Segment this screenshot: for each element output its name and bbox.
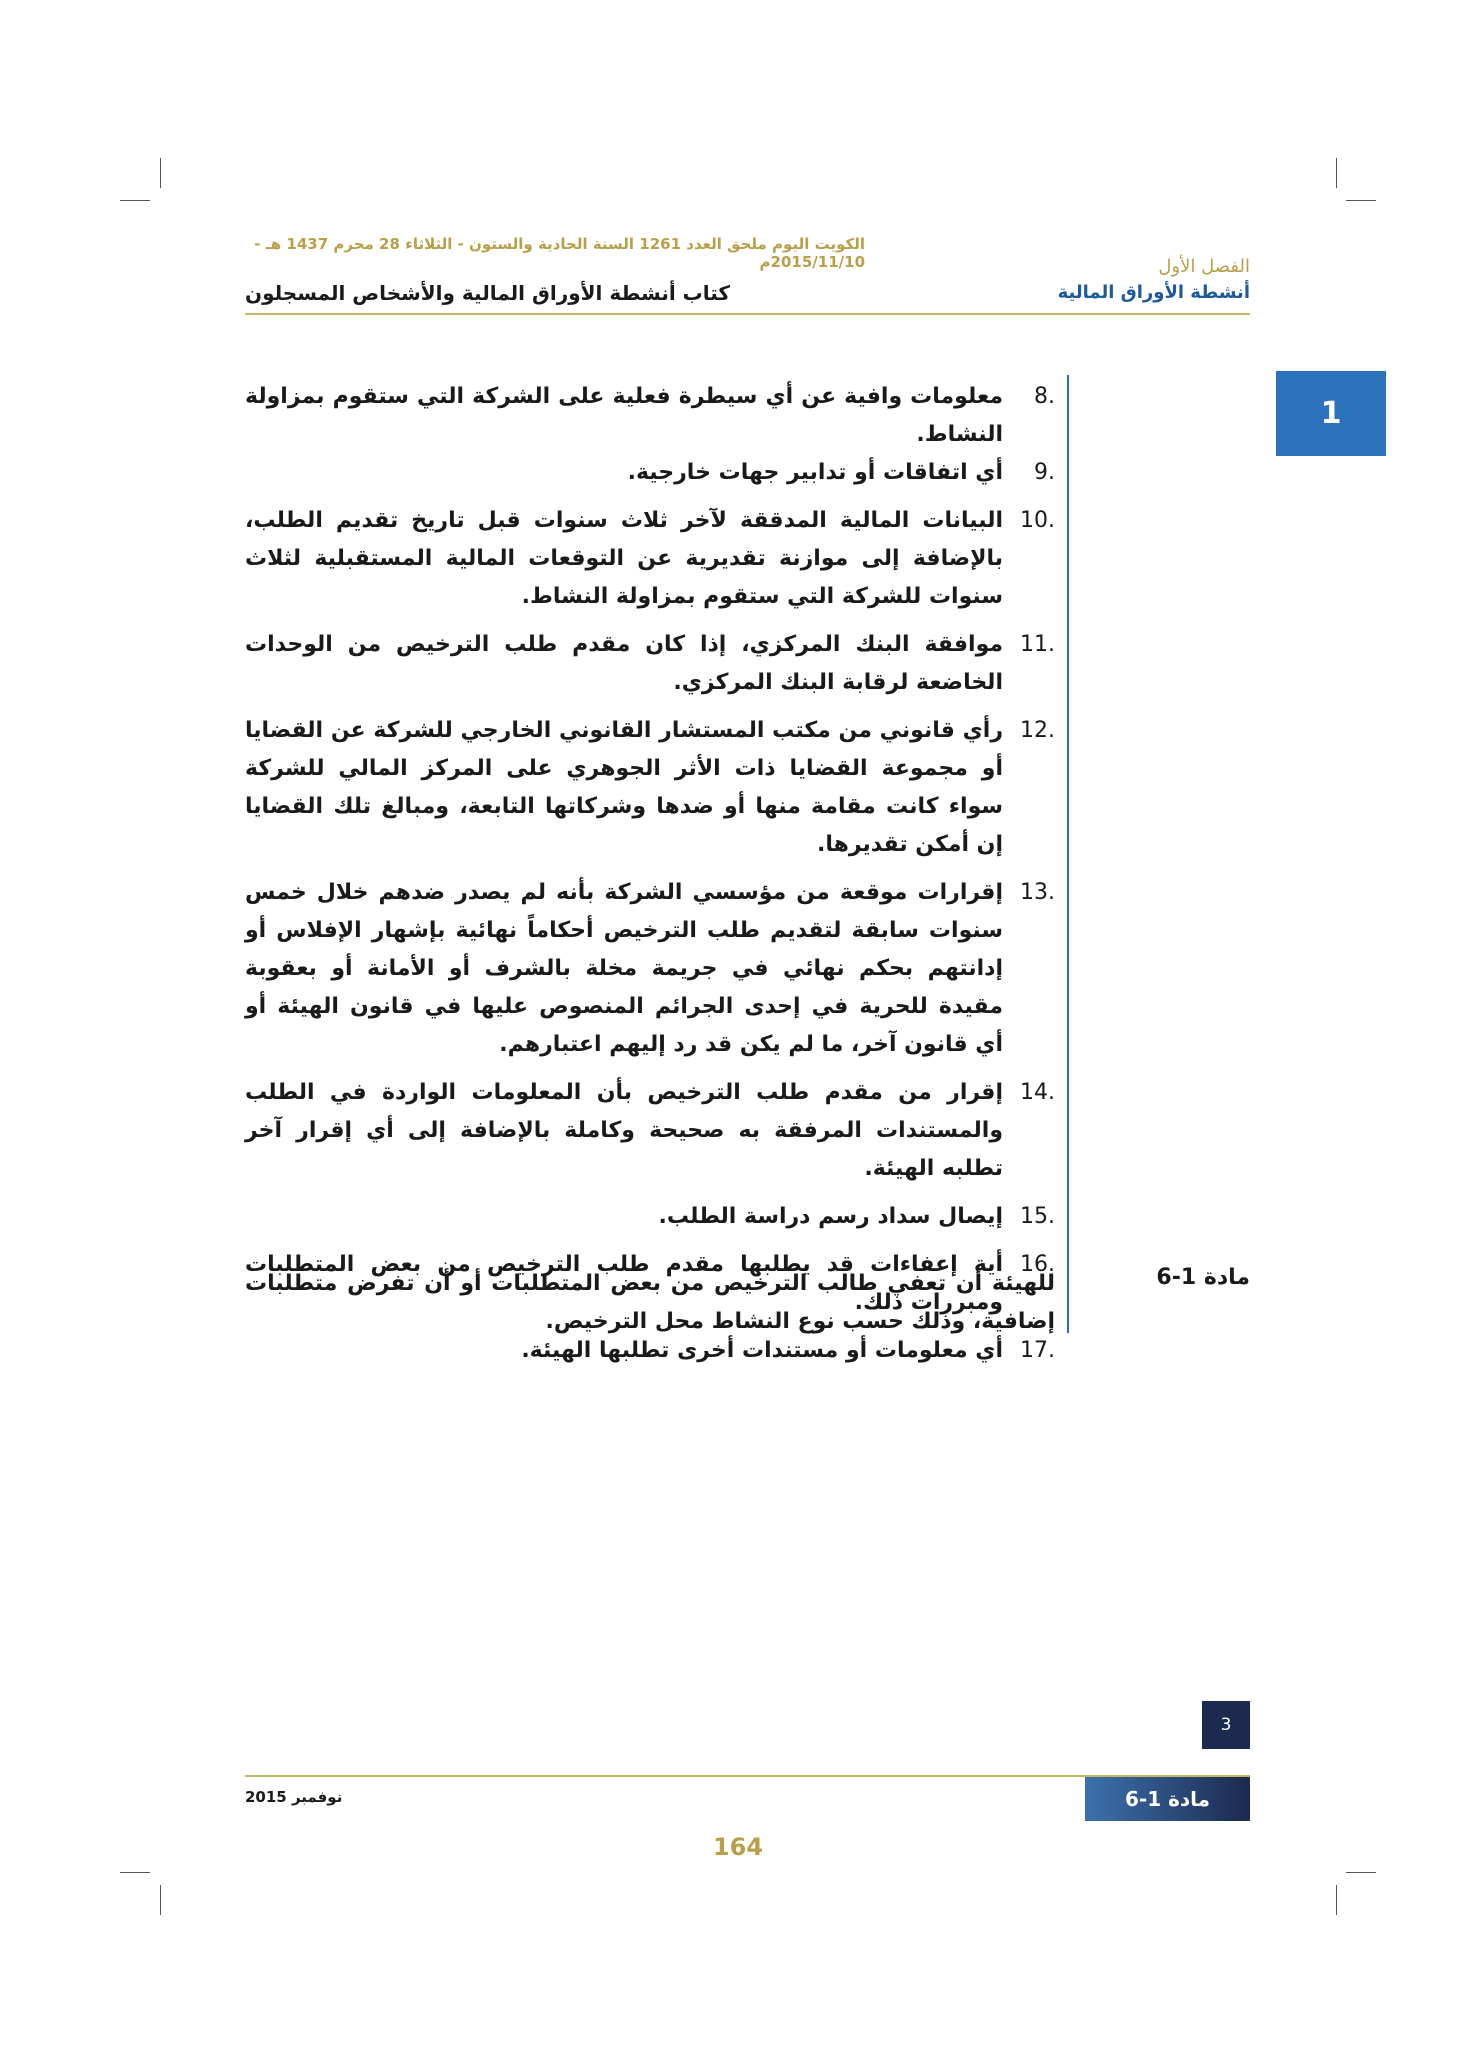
- crop-mark: [120, 200, 150, 201]
- chapter-tab: 1: [1276, 371, 1386, 456]
- book-title: كتاب أنشطة الأوراق المالية والأشخاص المسجلون: [245, 281, 731, 305]
- footer-date: نوفمبر 2015: [245, 1788, 343, 1806]
- item-number: 13.: [1020, 880, 1055, 905]
- item-number: 11.: [1020, 632, 1055, 657]
- list-item: [245, 502, 1055, 616]
- item-number: 15.: [1020, 1204, 1055, 1229]
- crop-mark: [120, 1872, 150, 1873]
- item-number: 10.: [1020, 508, 1055, 533]
- crop-mark: [1336, 1885, 1337, 1915]
- item-number: 14.: [1020, 1080, 1055, 1105]
- section-page-box: 3: [1202, 1701, 1250, 1749]
- item-text: أي معلومات أو مستندات أخرى تطلبها الهيئة.: [521, 1338, 1003, 1363]
- item-text: موافقة البنك المركزي، إذا كان مقدم طلب الترخيص من الوحدات الخاضعة لرقابة البنك المركزي.: [245, 632, 1003, 695]
- list-item: [245, 712, 1055, 864]
- item-text: إقرار من مقدم طلب الترخيص بأن المعلومات الواردة في الطلب والمستندات المرفقة به صحيحة وكاملة بالإضافة إلى أي إقرار آخر تطلبه الهيئة.: [245, 1080, 1003, 1181]
- item-text: أية إعفاءات قد يطلبها مقدم طلب الترخيص من بعض المتطلبات ومبررات ذلك.: [245, 1252, 1003, 1315]
- list-item: [245, 1198, 1055, 1236]
- requirements-list: [245, 378, 1055, 1380]
- item-number: 12.: [1020, 718, 1055, 743]
- crop-mark: [160, 1885, 161, 1915]
- item-number: 8.: [1034, 384, 1055, 409]
- chapter-subtitle: أنشطة الأوراق المالية: [1057, 282, 1250, 303]
- item-text: إقرارات موقعة من مؤسسي الشركة بأنه لم يصدر ضدهم خلال خمس سنوات سابقة لتقديم طلب الترخيص أحكاماً نهائية بإشهار الإفلاس أو إدانتهم بحكم نهائي في جريمة مخلة بالشرف أو الأمانة أو بعقوبة مقيدة للحرية في إحدى الجرائم المنصوص عليها في قانون الهيئة أو أي قانون آخر، ما لم يكن قد رد إليهم اعتبارهم.: [245, 880, 1003, 1057]
- crop-mark: [160, 158, 161, 188]
- list-item: [245, 454, 1055, 492]
- list-item: [245, 874, 1055, 1064]
- crop-mark: [1336, 158, 1337, 188]
- footer-article-tab: مادة 1-6: [1085, 1777, 1250, 1821]
- item-number: 17.: [1020, 1338, 1055, 1363]
- list-item: [245, 1074, 1055, 1188]
- chapter-label: الفصل الأول: [1158, 256, 1250, 277]
- item-text: معلومات وافية عن أي سيطرة فعلية على الشركة التي ستقوم بمزاولة النشاط.: [245, 384, 1003, 447]
- item-number: 16.: [1020, 1252, 1055, 1277]
- content-margin-line: [1067, 375, 1069, 1333]
- list-item: [245, 626, 1055, 702]
- header-divider: [245, 313, 1250, 315]
- article-text: للهيئة أن تعفي طالب الترخيص من بعض المتطلبات أو أن تفرض متطلبات إضافية، وذلك حسب نوع النشاط محل الترخيص.: [245, 1271, 1055, 1334]
- crop-mark: [1346, 200, 1376, 201]
- crop-mark: [1346, 1872, 1376, 1873]
- gazette-line: الكويت اليوم ملحق العدد 1261 السنة الحادية والستون - الثلاثاء 28 محرم 1437 هـ - 2015/11/10م: [254, 235, 865, 271]
- item-number: 9.: [1034, 460, 1055, 485]
- item-text: إيصال سداد رسم دراسة الطلب.: [658, 1204, 1003, 1229]
- item-text: البيانات المالية المدققة لآخر ثلاث سنوات قبل تاريخ تقديم الطلب، بالإضافة إلى موازنة تقديرية عن التوقعات المالية المستقبلية لثلاث سنوات للشركة التي ستقوم بمزاولة النشاط.: [245, 508, 1003, 609]
- list-item: [245, 378, 1055, 454]
- item-text: أي اتفاقات أو تدابير جهات خارجية.: [627, 460, 1003, 485]
- article-label: مادة 1-6: [1156, 1265, 1250, 1290]
- page-number: 164: [712, 1833, 764, 1861]
- item-text: رأي قانوني من مكتب المستشار القانوني الخارجي للشركة عن القضايا أو مجموعة القضايا ذات الأثر الجوهري على المركز المالي للشركة سواء كانت مقامة منها أو ضدها وشركاتها التابعة، ومبالغ تلك القضايا إن أمكن تقديرها.: [245, 718, 1003, 857]
